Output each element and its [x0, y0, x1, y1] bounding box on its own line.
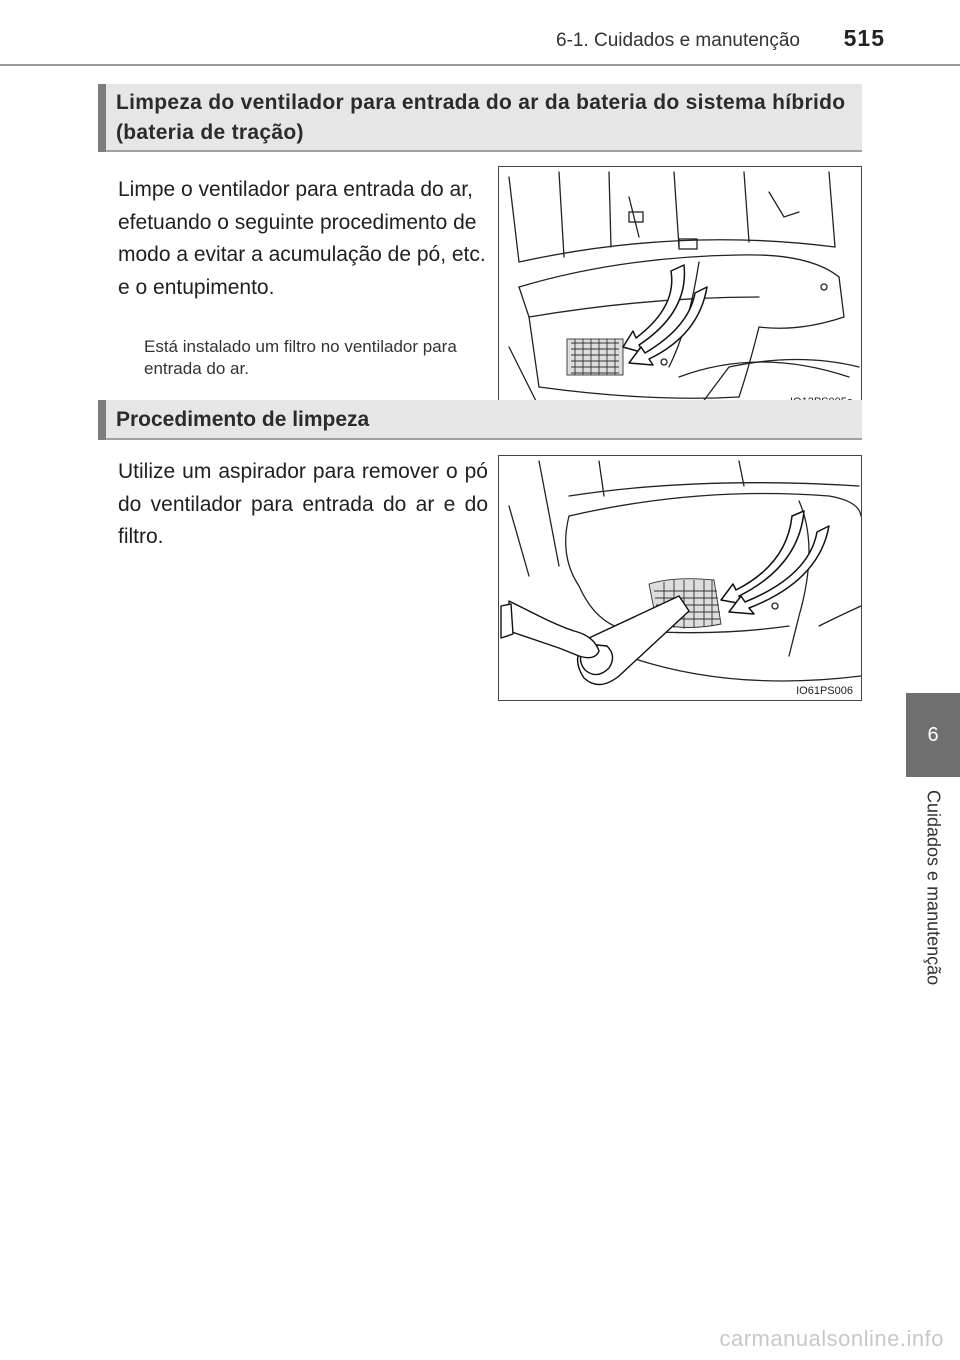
note-text-filter: Está instalado um filtro no ventilador para entrada do ar. [144, 337, 457, 378]
body-text-cleaning-procedure: Utilize um aspirador para remover o pó do ventilador para entrada do ar e do filtro. [118, 460, 488, 548]
side-tab-chapter-label: Cuidados e manutenção [923, 790, 944, 986]
header-rule [0, 64, 960, 66]
body-text-fan-cleaning: Limpe o ventilador para entrada do ar, efetuando o seguinte procedimento de modo a evitar a acumulação de pó, etc. e o entupimento. [118, 178, 486, 299]
rear-seat-illustration [499, 167, 862, 412]
page-number: 515 [843, 25, 885, 51]
vacuum-cleaning-illustration [499, 456, 862, 701]
side-tab-chapter-number[interactable]: 6 [906, 693, 960, 777]
header-section-title: 6-1. Cuidados e manutenção [556, 30, 800, 51]
section-heading-cleaning-procedure: Procedimento de limpeza [98, 400, 862, 440]
figure-rear-seat-intake [498, 166, 862, 412]
figure-code-2: IO61PS006 [796, 685, 853, 697]
figure-vacuum-cleaning [498, 455, 862, 701]
section-heading-fan-cleaning: Limpeza do ventilador para entrada do ar da bateria do sistema híbrido (bateria de tração) [98, 84, 862, 152]
watermark: carmanualsonline.info [719, 1326, 944, 1351]
